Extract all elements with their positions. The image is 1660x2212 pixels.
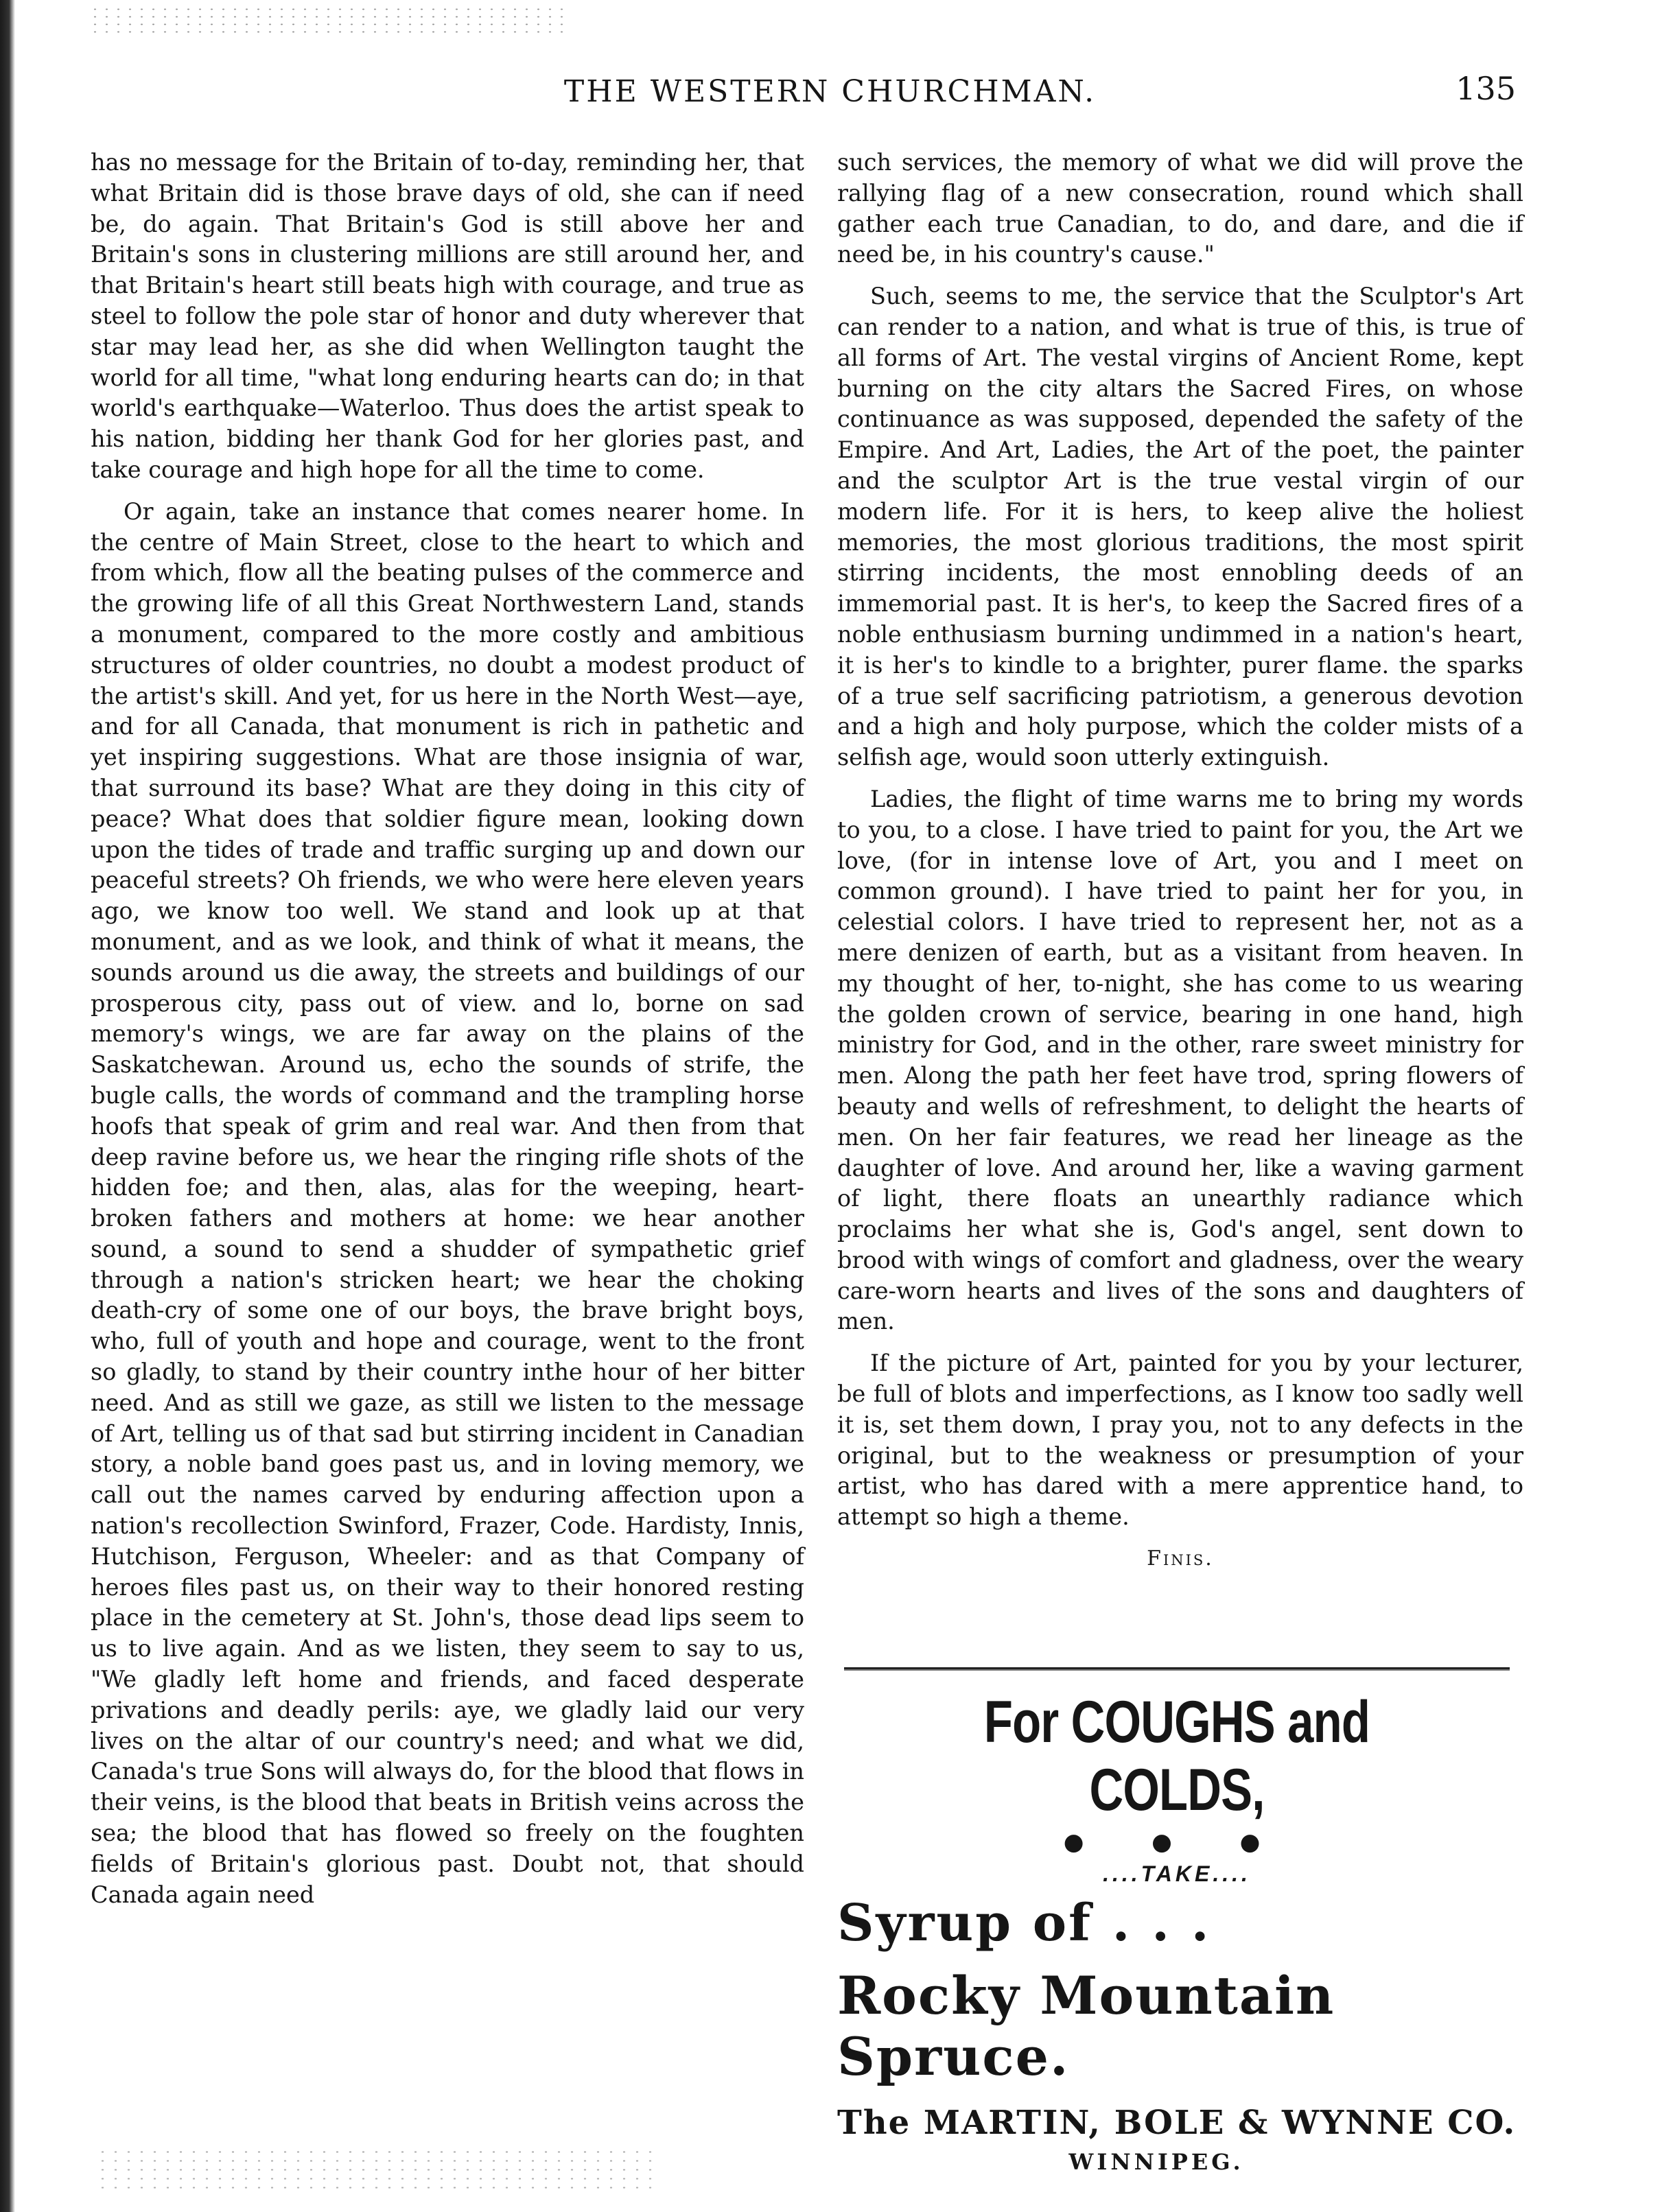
right-column bbox=[837, 148, 1523, 1575]
right-paragraph-1: such services, the memory of what we did will prove the rallying flag of a new consecration, round which shall gather each true Canadian, to do, and dare, and die if need be, in his country's cause." bbox=[837, 149, 1523, 268]
scan-noise-bottom bbox=[96, 2148, 659, 2196]
left-paragraph-2: Or again, take an instance that comes nearer home. In the centre of Main Street, close to the heart to which and from which, flow all the beating pulses of the commerce and the growing life of all this Great Northwestern Land, stands a monument, compared to the more costly and ambitious structures of older countries, no doubt a modest product of the artist's skill. And yet, for us here in the North West—aye, and for all Canada, that monument is rich in pathetic and yet inspiring suggestions. What are those insignia of war, that surround its base? What are they doing in this city of peace? What does that soldier figure mean, looking down upon the tides of trade and traffic surging up and down our peaceful streets? Oh friends, we who were here eleven years ago, we know too well. We stand and look up at that monument, and as we look, and think of what it means, the sounds around us die away, the streets and buildings of our prosperous city, pass out of view. and lo, borne on sad memory's wings, we are far away on the plains of the Saskatchewan. Around us, echo the sounds of strife, the bugle calls, the words of command and the trampling horse hoofs that speak of grim and real war. And then from that deep ravine before us, we hear the ringing rifle shots of the hidden foe; and then, alas, alas for the weeping, heart-broken fathers and mothers at home: we hear another sound, a sound to send a shudder of sympathetic grief through a nation's stricken heart; we hear the choking death-cry of some one of our boys, the brave bright boys, who, full of youth and hope and courage, went to the front so gladly, to stand by their country inthe hour of her bitter need. And as still we gaze, as still we listen to the message of Art, telling us of that sad but stirring incident in Canadian story, a noble band goes past us, and in loving memory, we call out the names carved by enduring affection upon a nation's recollection Swinford, Frazer, Code. Hardisty, Innis, Hutchison, Ferguson, Wheeler: and as that Company of heroes files past us, on their way to their honored resting place in the cemetery at St. John's, those dead lips seem to us to live again. And as we listen, they seem to say to us, "We gladly left home and friends, and faced desperate privations and deadly perils: aye, we gladly laid our very lives on the altar of our country's need; and what we did, Canada's true Sons will always do, for the blood that flows in their veins, is the blood that beats in British veins across the sea; the blood that has flowed so freely on the foughten fields of Britain's glorious past. Doubt not, that should Canada again need bbox=[91, 497, 804, 1908]
running-title: THE WESTERN CHURCHMAN. bbox=[563, 74, 1097, 109]
finis-label: Finis. bbox=[1147, 1546, 1214, 1571]
ad-city: WINNIPEG. bbox=[1068, 2149, 1244, 2175]
left-paragraph-1: has no message for the Britain of to-day, reminding her, that what Britain did is those brave days of old, she can if need be, do again. That Britain's God is still above her and Britain's sons in clustering millions are still around her, and that Britain's heart still beats high with courage, and true as steel to follow the pole star of honor and duty wherever that star may lead her, as she did when Wellington taught the world for all time, "what long enduring hearts can do; in that world's earthquake—Waterloo. Thus does the artist speak to his nation, bidding her thank God for her glories past, and take courage and high hope for all the time to come. bbox=[91, 149, 804, 483]
right-paragraph-4: If the picture of Art, painted for you by your lecturer, be full of blots and imperfections, as I know too sadly well it is, set them down, I pray you, not to any defects in the original, but to the weakness or presumption of your artist, who has dared with a mere apprentice hand, to attempt so high a theme. bbox=[837, 1350, 1523, 1531]
ad-product-line-1: Syrup of . . . bbox=[837, 1894, 1211, 1953]
ad-take-line: ....TAKE.... bbox=[1103, 1861, 1251, 1886]
right-paragraph-2: Such, seems to me, the service that the Sculptor's Art can render to a nation, and what is true of this, is true of all forms of Art. The vestal virgins of Ancient Rome, kept burning on the city altars the Sacred Fires, on whose continuance as was supposed, depended the safety of the Empire. And Art, Ladies, the Art of the poet, the painter and the sculptor Art is the true vestal virgin of our modern life. For it is hers, to keep alive the holiest memories, the most glorious traditions, the most spirit stirring incidents, the most ennobling deeds of an immemorial past. It is her's, to keep the Sacred fires of a noble enthusiasm burning undimmed in a nation's heart, it is her's to kindle to a brighter, purer flame. the sparks of a true self sacrificing patriotism, a generous devotion and a high and holy purpose, which the colder mists of a selfish age, would soon utterly extinguish. bbox=[837, 283, 1523, 771]
page-number: 135 bbox=[1456, 70, 1516, 107]
ad-product-line-2: Rocky Mountain Spruce. bbox=[837, 1965, 1335, 2087]
ad-company-name: The MARTIN, BOLE & WYNNE CO. bbox=[837, 2104, 1517, 2142]
scan-noise-top bbox=[89, 5, 570, 33]
ad-heading: For COUGHS and COLDS, bbox=[983, 1689, 1370, 1823]
ad-divider-rule bbox=[844, 1667, 1510, 1671]
advertisement bbox=[830, 1667, 1523, 2175]
scan-shadow-edge bbox=[0, 0, 15, 2212]
left-column bbox=[91, 148, 804, 1921]
ad-bullet-dots: ● ● ● bbox=[1063, 1828, 1291, 1856]
right-paragraph-3: Ladies, the flight of time warns me to bring my words to you, to a close. I have tried to paint for you, the Art we love, (for in intense love of Art, you and I meet on common ground). I have tried to paint her for you, in celestial colors. I have tried to represent her, not as a mere denizen of earth, but as a visitant from heaven. In my thought of her, to-night, she has come to us wearing the golden crown of service, bearing in one hand, high ministry for God, and in the other, rare sweet ministry for men. Along the path her feet have trod, spring flowers of beauty and wells of refreshment, to delight the hearts of men. On her fair features, we read her lineage as the daughter of love. And around her, like a waving garment of light, there floats an unearthly radiance which proclaims her what she is, God's angel, sent down to brood with wings of comfort and gladness, over the weary care-worn hearts and lives of the sons and daughters of men. bbox=[837, 785, 1523, 1335]
page-header bbox=[0, 67, 1660, 122]
